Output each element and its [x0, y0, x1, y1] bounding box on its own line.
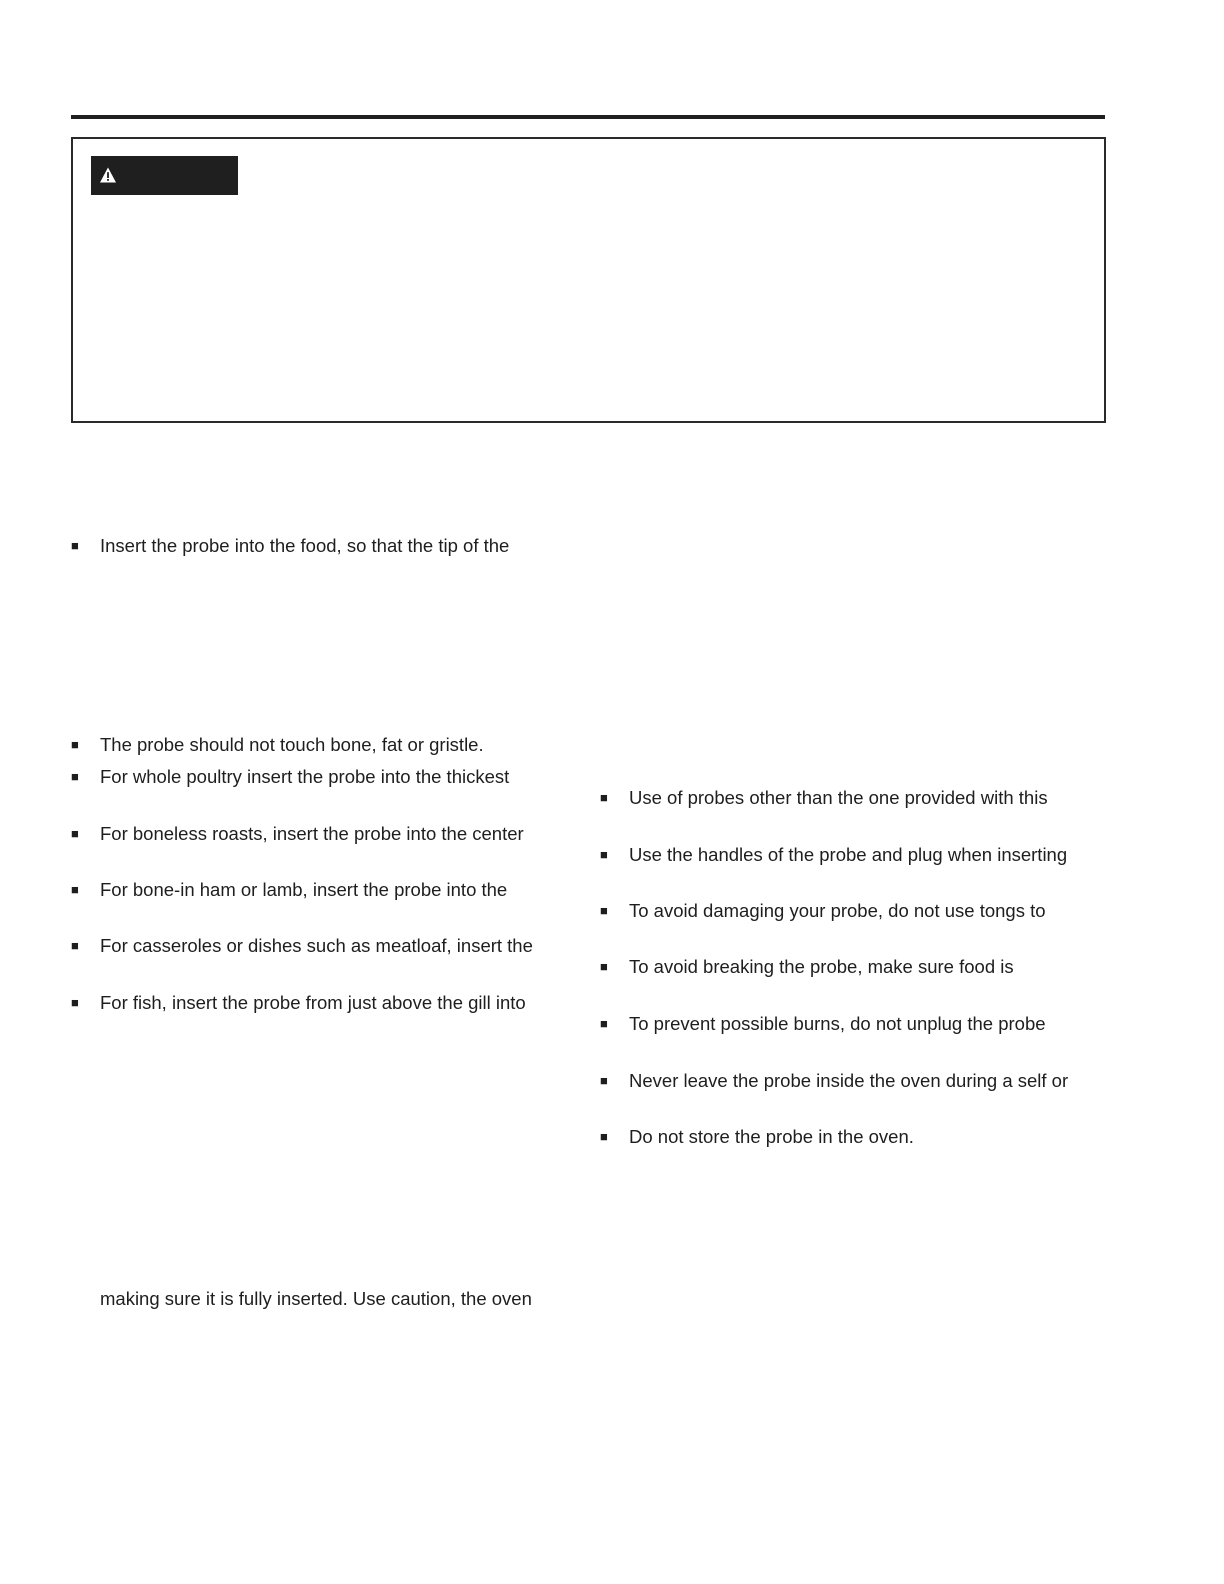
warning-label	[91, 156, 238, 195]
bullet-marker: ■	[600, 903, 608, 918]
bullet-marker: ■	[71, 826, 79, 841]
bullet-marker: ■	[600, 1129, 608, 1144]
list-item-text: Never leave the probe inside the oven during a self or	[629, 1070, 1069, 1091]
list-item-text: For fish, insert the probe from just above the gill into	[100, 992, 526, 1013]
list-item-text: For casseroles or dishes such as meatloaf, insert the	[100, 935, 533, 956]
continuation-text: making sure it is fully inserted. Use caution, the oven	[100, 1288, 532, 1309]
bullet-marker: ■	[71, 769, 79, 784]
bullet-marker: ■	[71, 995, 79, 1010]
list-item-text: Do not store the probe in the oven.	[629, 1126, 914, 1147]
list-item-text: To avoid breaking the probe, make sure food is	[629, 956, 1014, 977]
bullet-marker: ■	[600, 790, 608, 805]
bullet-marker: ■	[600, 1016, 608, 1031]
warning-triangle-icon	[99, 166, 117, 184]
list-item-text: To prevent possible burns, do not unplug the probe	[629, 1013, 1046, 1034]
list-item-text: For bone-in ham or lamb, insert the probe into the	[100, 879, 508, 900]
list-item-text: Insert the probe into the food, so that the tip of the	[100, 535, 510, 556]
bullet-marker: ■	[71, 737, 79, 752]
bullet-marker: ■	[71, 882, 79, 897]
list-item-text: The probe should not touch bone, fat or gristle.	[100, 734, 484, 755]
bullet-marker: ■	[600, 847, 608, 862]
list-item-text: For boneless roasts, insert the probe into the center	[100, 823, 524, 844]
warning-box	[71, 137, 1106, 423]
bullet-marker: ■	[71, 938, 79, 953]
bullet-marker: ■	[600, 959, 608, 974]
bullet-marker: ■	[71, 538, 79, 553]
list-item-text: Use the handles of the probe and plug when inserting	[629, 844, 1068, 865]
bullet-marker: ■	[600, 1073, 608, 1088]
list-item-text: For whole poultry insert the probe into the thickest	[100, 766, 510, 787]
list-item-text: Use of probes other than the one provided with this	[629, 787, 1048, 808]
header-rule	[71, 115, 1105, 119]
list-item-text: To avoid damaging your probe, do not use tongs to	[629, 900, 1046, 921]
